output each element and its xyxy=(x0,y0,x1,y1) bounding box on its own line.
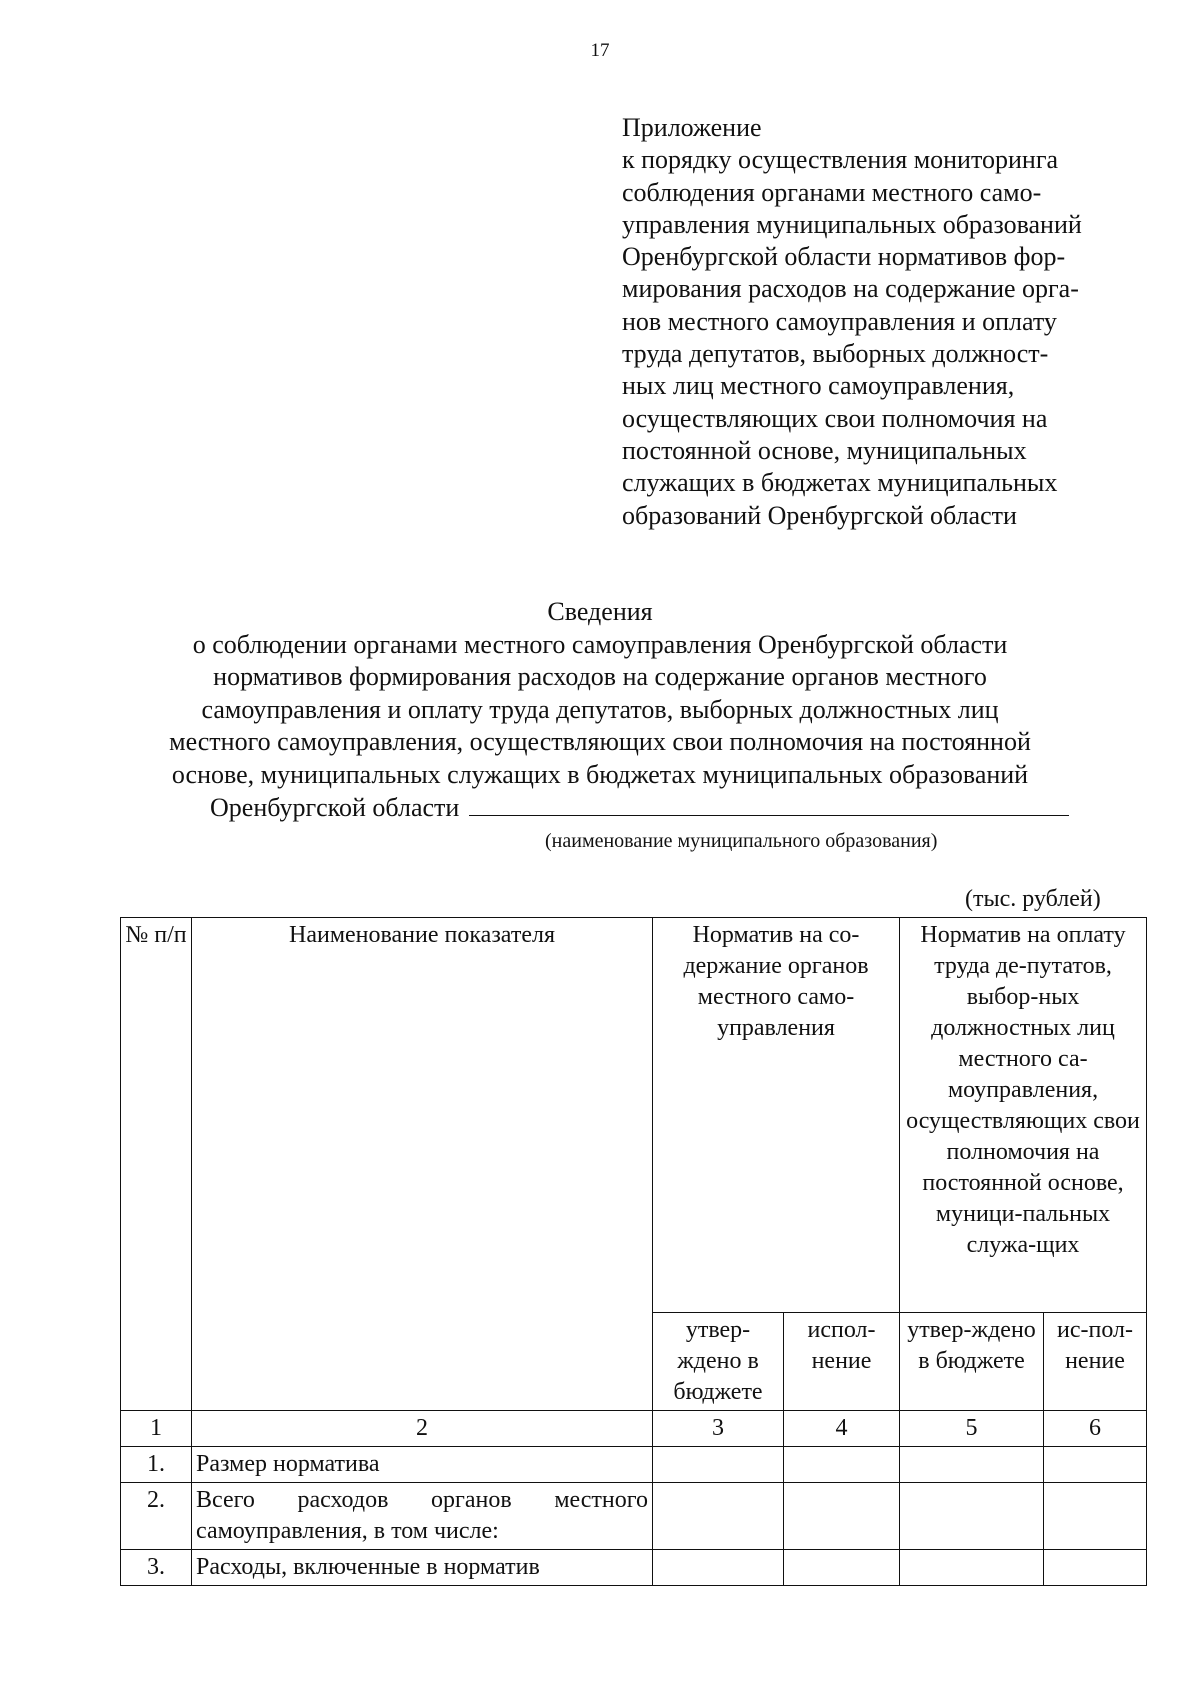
table-row xyxy=(121,1447,1147,1483)
appendix-line: образований Оренбургской области xyxy=(622,500,1017,530)
cell-approved-1[interactable] xyxy=(653,1483,784,1550)
cell-exec-2[interactable] xyxy=(1044,1550,1147,1586)
row-name: Всего расходов органов местного самоуправления, в том числе: xyxy=(192,1483,653,1550)
cell-approved-1[interactable] xyxy=(653,1550,784,1586)
document-heading xyxy=(150,596,1050,825)
table-header-row xyxy=(121,918,1147,1313)
page-number: 17 xyxy=(590,40,610,61)
appendix-line: постоянной основе, муниципальных xyxy=(622,435,1027,465)
cell-approved-1[interactable] xyxy=(653,1447,784,1483)
appendix-line: управления муниципальных образований xyxy=(622,209,1082,239)
row-name: Расходы, включенные в норматив xyxy=(192,1550,653,1586)
header-num: № п/п xyxy=(121,918,192,1411)
municipality-line xyxy=(150,791,1050,825)
table-row xyxy=(121,1550,1147,1586)
header-group-1: Норматив на со-держание органов местного само-управления xyxy=(653,918,900,1313)
heading-last-line: Оренбургской области xyxy=(210,793,460,822)
header-exec-2: ис-пол-нение xyxy=(1044,1313,1147,1411)
col-number: 2 xyxy=(192,1411,653,1447)
heading-line: основе, муниципальных служащих в бюджетах муниципальных образований xyxy=(171,759,1029,789)
appendix-line: труда депутатов, выборных должност- xyxy=(622,339,1049,369)
cell-exec-1[interactable] xyxy=(784,1550,900,1586)
cell-exec-1[interactable] xyxy=(784,1447,900,1483)
col-number: 5 xyxy=(900,1411,1044,1447)
appendix-line: к порядку осуществления мониторинга xyxy=(622,145,1059,175)
heading-line: о соблюдении органами местного самоуправления Оренбургской области xyxy=(192,629,1008,659)
municipality-caption: (наименование муниципального образования) xyxy=(545,830,938,852)
col-number: 1 xyxy=(121,1411,192,1447)
units-label: (тыс. рублей) xyxy=(965,886,1101,912)
appendix-line: соблюдения органами местного само- xyxy=(622,177,1042,207)
col-number: 3 xyxy=(653,1411,784,1447)
header-group-2: Норматив на оплату труда де-путатов, выбор-ных должностных лиц местного са-моуправления, осуществляющих свои полномочия на постоянной основе, муници-пальных служа-щих xyxy=(900,918,1147,1313)
appendix-line: осуществляющих свои полномочия на xyxy=(622,403,1048,433)
heading-title: Сведения xyxy=(547,597,653,626)
cell-exec-2[interactable] xyxy=(1044,1483,1147,1550)
appendix-line: ных лиц местного самоуправления, xyxy=(622,371,1015,401)
municipality-name-blank[interactable] xyxy=(469,791,1069,816)
heading-line: местного самоуправления, осуществляющих свои полномочия на постоянной xyxy=(169,727,1031,756)
appendix-line: мирования расходов на содержание орга- xyxy=(622,274,1079,304)
table-row xyxy=(121,1483,1147,1550)
header-exec-1: испол-нение xyxy=(784,1313,900,1411)
header-approved-2: утвер-ждено в бюджете xyxy=(900,1313,1044,1411)
header-approved-1: утвер-ждено в бюджете xyxy=(653,1313,784,1411)
appendix-line: служащих в бюджетах муниципальных xyxy=(622,468,1058,498)
heading-line: нормативов формирования расходов на содержание органов местного xyxy=(213,662,987,691)
col-number: 6 xyxy=(1044,1411,1147,1447)
heading-line: самоуправления и оплату труда депутатов, выборных должностных лиц xyxy=(201,694,999,724)
col-number: 4 xyxy=(784,1411,900,1447)
cell-approved-2[interactable] xyxy=(900,1550,1044,1586)
cell-exec-2[interactable] xyxy=(1044,1447,1147,1483)
appendix-block xyxy=(622,112,1162,532)
row-num: 3. xyxy=(121,1550,192,1586)
header-name: Наименование показателя xyxy=(192,918,653,1411)
appendix-line: нов местного самоуправления и оплату xyxy=(622,306,1057,336)
cell-exec-1[interactable] xyxy=(784,1483,900,1550)
cell-approved-2[interactable] xyxy=(900,1447,1044,1483)
data-table xyxy=(120,917,1147,1586)
row-num: 1. xyxy=(121,1447,192,1483)
column-number-row xyxy=(121,1411,1147,1447)
row-num: 2. xyxy=(121,1483,192,1550)
appendix-title: Приложение xyxy=(622,113,762,142)
row-name: Размер норматива xyxy=(192,1447,653,1483)
appendix-line: Оренбургской области нормативов фор- xyxy=(622,242,1066,272)
cell-approved-2[interactable] xyxy=(900,1483,1044,1550)
